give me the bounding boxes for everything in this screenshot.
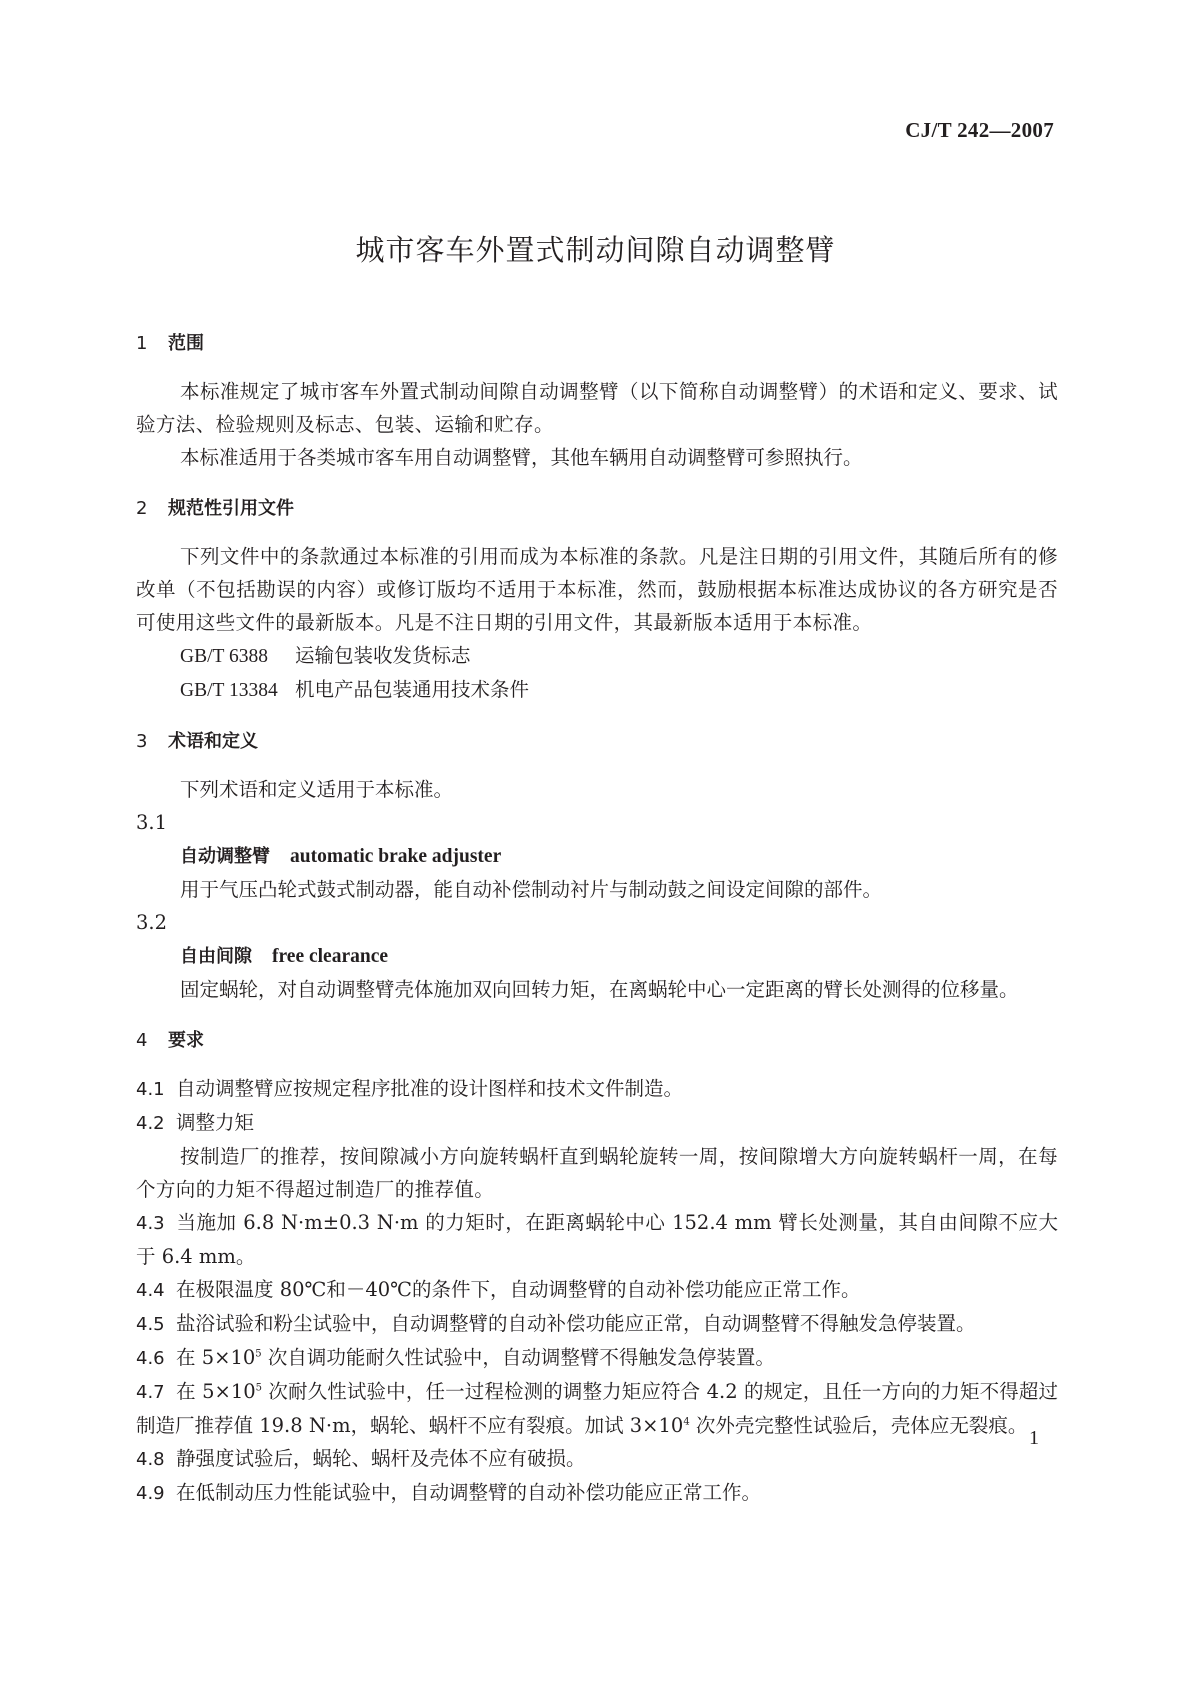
clause-text: 当施加 6.8 N·m±0.3 N·m 的力矩时，在距离蜗轮中心 152.4 mm 臂长处测量，其自由间隙不应大于 6.4 mm。: [136, 1211, 1058, 1268]
section-number: 1: [136, 333, 148, 354]
reference-code: GB/T 6388: [180, 646, 268, 667]
clause-number: 4.9: [136, 1483, 165, 1504]
clause-text: 调整力矩: [176, 1111, 255, 1134]
paragraph: 按制造厂的推荐，按间隙减小方向旋转蜗杆直到蜗轮旋转一周，按间隙增大方向旋转蜗杆一周，在每个方向的力矩不得超过制造厂的推荐值。: [136, 1145, 1058, 1201]
section-title: 范围: [168, 333, 204, 354]
section-title: 术语和定义: [168, 731, 258, 752]
section-heading: [136, 725, 1058, 758]
paragraph: 本标准规定了城市客车外置式制动间隙自动调整臂（以下简称自动调整臂）的术语和定义、要求、试验方法、检验规则及标志、包装、运输和贮存。: [136, 380, 1058, 436]
requirement-item: [136, 1072, 1058, 1106]
paragraph: 下列文件中的条款通过本标准的引用而成为本标准的条款。凡是注日期的引用文件，其随后所有的修改单（不包括勘误的内容）或修订版均不适用于本标准，然而，鼓励根据本标准达成协议的各方研究是否可使用这些文件的最新版本。凡是不注日期的引用文件，其最新版本适用于本标准。: [136, 545, 1058, 634]
clause-number: 4.3: [136, 1213, 165, 1234]
clause-number: 4.2: [136, 1113, 165, 1134]
requirement-item: [136, 1375, 1058, 1442]
section-number: 2: [136, 498, 148, 519]
requirement-item: [136, 1476, 1058, 1510]
term-heading: [180, 839, 1058, 873]
section-title: 要求: [168, 1030, 204, 1051]
reference-name: 运输包装收发货标志: [295, 644, 471, 667]
term-chinese: 自动调整臂: [180, 846, 270, 867]
clause-text: 静强度试验后，蜗轮、蜗杆及壳体不应有破损。: [176, 1447, 586, 1470]
section-heading: [136, 492, 1058, 525]
superscript: 5: [255, 1382, 263, 1394]
requirement-item: [136, 1273, 1058, 1307]
reference-item: [180, 673, 1058, 707]
reference-item: [180, 639, 1058, 673]
clause-text: 盐浴试验和粉尘试验中，自动调整臂的自动补偿功能应正常，自动调整臂不得触发急停装置。: [176, 1312, 976, 1335]
clause-number: 4.4: [136, 1280, 165, 1301]
term-definition: 用于气压凸轮式鼓式制动器，能自动补偿制动衬片与制动鼓之间设定间隙的部件。: [180, 878, 883, 901]
clause-text-pre: 在 5×10: [176, 1380, 256, 1403]
superscript: 5: [255, 1348, 262, 1360]
section-number: 4: [136, 1030, 148, 1051]
page-number: 1: [1029, 1427, 1039, 1449]
section-heading: [136, 1024, 1058, 1057]
reference-code: GB/T 13384: [180, 680, 278, 701]
paragraph: 本标准适用于各类城市客车用自动调整臂，其他车辆用自动调整臂可参照执行。: [180, 446, 863, 469]
section-heading: [136, 327, 1058, 360]
clause-text: 在低制动压力性能试验中，自动调整臂的自动补偿功能应正常工作。: [176, 1481, 762, 1504]
term-chinese: 自由间隙: [180, 946, 252, 967]
document-body: [136, 327, 1058, 1510]
clause-text-mid: 次耐久性试验中，任一过程检测的调整力矩应符合 4.2 的规定，且任一方向的力矩不得超过制造厂推荐值 19.8 N·m，蜗轮、蜗杆不应有裂痕。加试 3×10: [136, 1380, 1059, 1437]
term-heading: [180, 939, 1058, 973]
reference-name: 机电产品包装通用技术条件: [295, 678, 530, 701]
clause-text-post: 次自调功能耐久性试验中，自动调整臂不得触发急停装置。: [261, 1346, 775, 1369]
clause-text-post: 次外壳完整性试验后，壳体应无裂痕。: [689, 1414, 1028, 1437]
section-title: 规范性引用文件: [168, 498, 294, 519]
clause-text-pre: 在 5×10: [176, 1346, 256, 1369]
section-number: 3: [136, 731, 148, 752]
term-number: 3.2: [136, 911, 168, 934]
document-title: 城市客车外置式制动间隙自动调整臂: [355, 233, 836, 267]
requirement-item: [136, 1106, 1058, 1140]
requirement-item: [136, 1341, 1058, 1375]
term-english: free clearance: [272, 946, 389, 967]
clause-number: 4.6: [136, 1348, 165, 1369]
requirement-item: [136, 1206, 1058, 1273]
standard-code: CJ/T 242—2007: [905, 118, 1054, 142]
requirement-item: [136, 1307, 1058, 1341]
clause-text: 在极限温度 80℃和－40℃的条件下，自动调整臂的自动补偿功能应正常工作。: [176, 1278, 861, 1301]
clause-number: 4.7: [136, 1382, 165, 1403]
clause-text: 自动调整臂应按规定程序批准的设计图样和技术文件制造。: [176, 1077, 684, 1100]
term-english: automatic brake adjuster: [290, 846, 502, 867]
clause-number: 4.5: [136, 1314, 165, 1335]
requirement-item: [136, 1442, 1058, 1476]
clause-number: 4.8: [136, 1449, 165, 1470]
superscript: 4: [683, 1416, 690, 1428]
paragraph: 下列术语和定义适用于本标准。: [180, 778, 454, 801]
clause-number: 4.1: [136, 1079, 165, 1100]
term-number: 3.1: [136, 811, 168, 834]
term-definition: 固定蜗轮，对自动调整臂壳体施加双向回转力矩，在离蜗轮中心一定距离的臂长处测得的位移量。: [180, 978, 1019, 1001]
